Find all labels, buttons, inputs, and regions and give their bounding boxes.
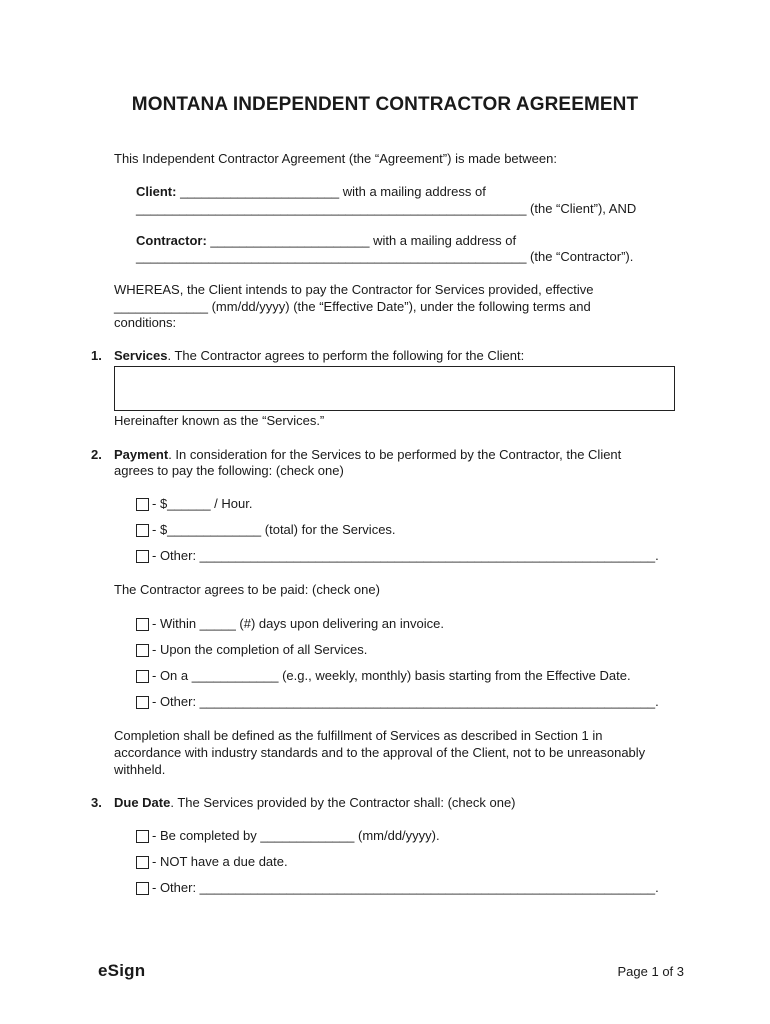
payment-hour-label: - $______ / Hour. (152, 496, 253, 511)
contractor-line-2: ______________________________________________________ (the “Contractor”). (136, 249, 634, 264)
paid-within-label: - Within _____ (#) days upon delivering an invoice. (152, 616, 444, 631)
due-other-checkbox[interactable] (136, 882, 149, 895)
contractor-line-1 (136, 233, 516, 249)
section-3-text: . The Services provided by the Contractor shall: (check one) (170, 795, 516, 810)
whereas-line-2: _____________ (mm/dd/yyyy) (the “Effective Date”), under the following terms and (114, 299, 591, 314)
paid-basis-label: - On a ____________ (e.g., weekly, monthly) basis starting from the Effective Date. (152, 668, 631, 683)
services-input-box[interactable] (114, 366, 675, 411)
contractor-label: Contractor: (136, 233, 207, 248)
document-title: MONTANA INDEPENDENT CONTRACTOR AGREEMENT (131, 94, 639, 115)
due-no-date-checkbox[interactable] (136, 856, 149, 869)
payment-hour-checkbox[interactable] (136, 498, 149, 511)
due-other-label: - Other: _______________________________________________________________. (152, 880, 659, 895)
completion-line-3: withheld. (114, 762, 166, 777)
section-3-heading: Due Date (114, 795, 171, 810)
contractor-line-1-rest: ______________________ with a mailing address of (206, 233, 517, 248)
payment-total-checkbox[interactable] (136, 524, 149, 537)
paid-other-label: - Other: _______________________________________________________________. (152, 694, 659, 709)
paid-within-checkbox[interactable] (136, 618, 149, 631)
section-2-text-1: . In consideration for the Services to be performed by the Contractor, the Client (168, 447, 622, 462)
payment-option-total (136, 522, 396, 538)
section-1-heading: Services (114, 348, 168, 363)
due-option-completed-by (136, 828, 440, 844)
intro-text: This Independent Contractor Agreement (the “Agreement”) is made between: (114, 151, 557, 166)
payment-option-other (136, 548, 659, 564)
section-1-number: 1. (91, 348, 102, 363)
paid-completion-label: - Upon the completion of all Services. (152, 642, 368, 657)
page-number: Page 1 of 3 (617, 964, 684, 979)
whereas-line-3: conditions: (114, 315, 177, 330)
payment-other-label: - Other: _______________________________________________________________. (152, 548, 659, 563)
payment-other-checkbox[interactable] (136, 550, 149, 563)
client-label: Client: (136, 184, 177, 199)
esign-logo: eSign (98, 961, 146, 980)
client-line-1-rest: ______________________ with a mailing address of (176, 184, 486, 199)
due-option-no-date (136, 854, 288, 870)
section-1-text: . The Contractor agrees to perform the following for the Client: (167, 348, 525, 363)
due-completed-by-checkbox[interactable] (136, 830, 149, 843)
paid-option-within (136, 616, 444, 632)
client-line-1 (136, 184, 486, 200)
payment-option-hour (136, 496, 252, 512)
paid-basis-checkbox[interactable] (136, 670, 149, 683)
due-completed-by-label: - Be completed by _____________ (mm/dd/yyyy). (152, 828, 440, 843)
due-option-other (136, 880, 659, 896)
paid-option-completion (136, 642, 367, 658)
paid-option-other (136, 694, 659, 710)
section-2-number: 2. (91, 447, 102, 462)
payment-total-label: - $_____________ (total) for the Services. (152, 522, 396, 537)
paid-option-basis (136, 668, 631, 684)
paid-intro-text: The Contractor agrees to be paid: (check one) (114, 582, 380, 597)
section-2-line-1 (114, 447, 621, 463)
client-line-2: ______________________________________________________ (the “Client”), AND (136, 201, 637, 216)
section-2-heading: Payment (114, 447, 169, 462)
completion-line-2: accordance with industry standards and to the approval of the Client, not to be unreasonably (114, 745, 646, 760)
completion-line-1: Completion shall be defined as the fulfillment of Services as described in Section 1 in (114, 728, 603, 743)
due-no-date-label: - NOT have a due date. (152, 854, 288, 869)
whereas-line-1: WHEREAS, the Client intends to pay the Contractor for Services provided, effective (114, 282, 594, 297)
section-2-line-2: agrees to pay the following: (check one) (114, 463, 344, 478)
paid-completion-checkbox[interactable] (136, 644, 149, 657)
section-1-line (114, 348, 524, 364)
services-after-text: Hereinafter known as the “Services.” (114, 413, 325, 428)
section-3-line (114, 795, 516, 811)
section-3-number: 3. (91, 795, 102, 810)
paid-other-checkbox[interactable] (136, 696, 149, 709)
